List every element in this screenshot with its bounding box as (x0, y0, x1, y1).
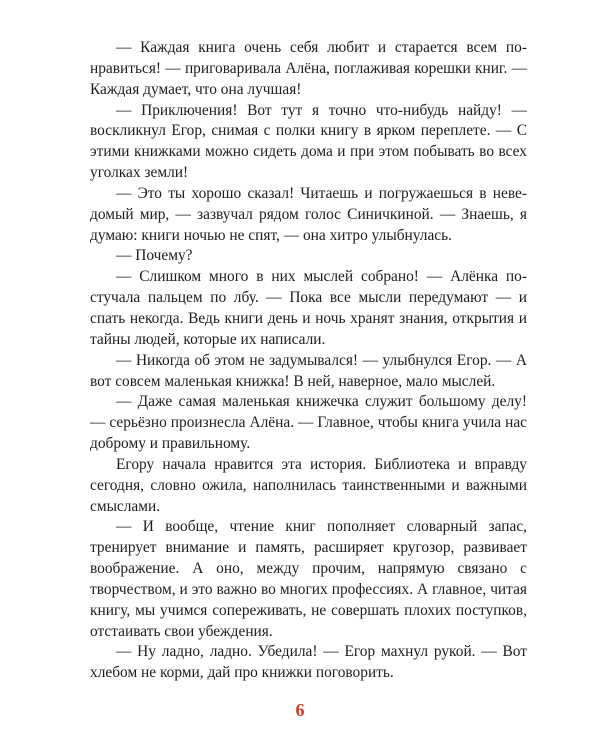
paragraph: — Почему? (116, 247, 193, 265)
page-number: 6 (295, 700, 305, 720)
paragraph: — И вообще, чтение книг пополняет словарный запас, тренирует внимание и память, расширяет кругозор, развивает воображение. А оно, между прочим, напрямую связано с творчеством, и это важно во многих профессиях. А главное, читая книгу, мы учимся сопереживать, не совершать плохих поступков, отстаивать свои убеждения. (90, 518, 527, 640)
paragraph: — Слишком много в них мыслей собрано! — Алёнка постучала пальцем по лбу. — Пока все мысли передумают — и спать некогда. Ведь книги день и ночь хранят знания, открытия и тайны людей, которые их написали. (90, 268, 527, 348)
paragraph: Егору начала нравится эта история. Библиотека и вправду сегодня, словно ожила, наполнилась таинственными и важными смыслами. (90, 455, 527, 515)
paragraph: — Приключения! Вот тут я точно что-нибудь найду! — воскликнул Егор, снимая с полки книгу в ярком переплете. — С этими книжками можно сидеть дома и при этом побывать во всех уголках земли! (90, 101, 527, 182)
paragraph: — Ну ладно, ладно. Убедила! — Егор махнул рукой. — Вот хлебом не корми, дай про книжки поговорить. (90, 643, 527, 682)
page-text (90, 38, 527, 684)
paragraph: — Это ты хорошо сказал! Читаешь и погружаешься в неведомый мир, — зазвучал рядом голос Синичкиной. — Знаешь, я думаю: книги ночью не спят, — она хитро улыбнулась. (90, 184, 527, 244)
paragraph: — Даже самая маленькая книжечка служит большому делу! — серьёзно произнесла Алёна. — Главное, чтобы книга учила нас доброму и правильному. (90, 393, 527, 453)
paragraph: — Каждая книга очень себя любит и старается всем понравиться! — приговаривала Алёна, поглаживая корешки книг. — Каждая думает, что она лучшая! (90, 39, 527, 98)
paragraph: — Никогда об этом не задумывался! — улыбнулся Егор. — А вот совсем маленькая книжка! В ней, наверное, мало мыслей. (90, 351, 527, 390)
